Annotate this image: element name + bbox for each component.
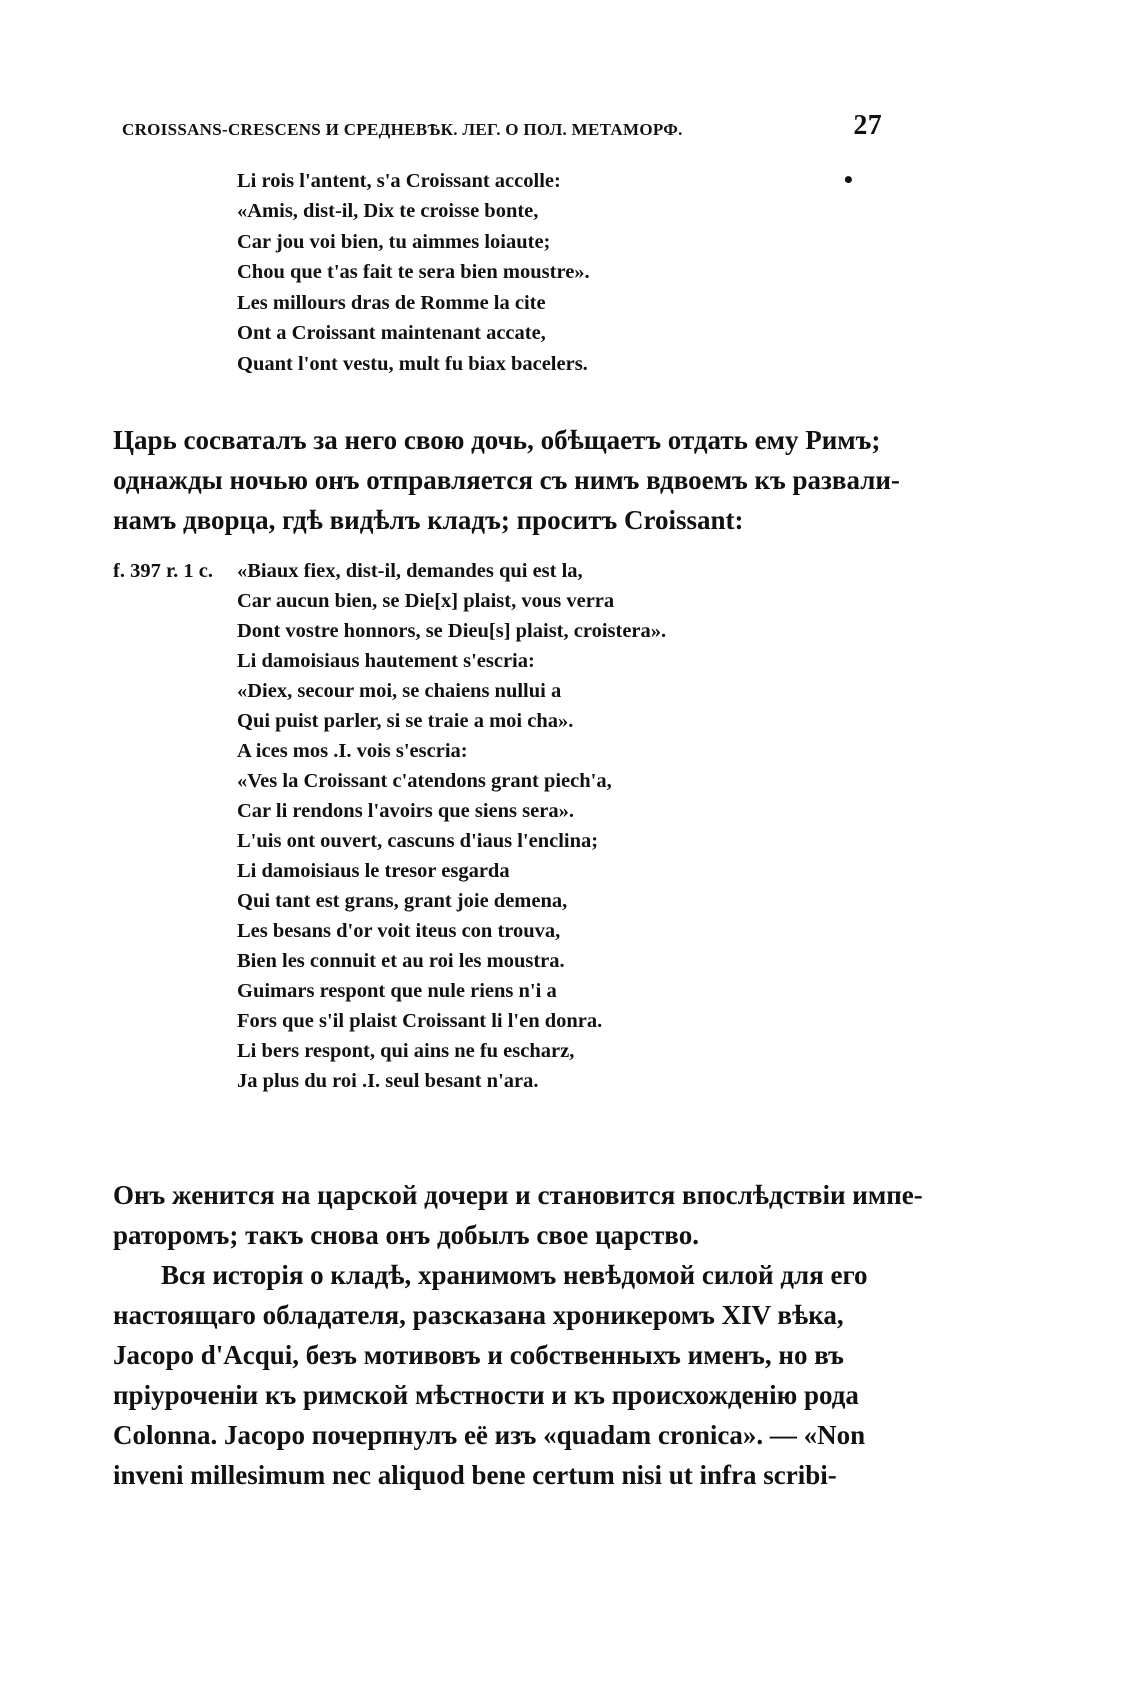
prose-line: однажды ночью онъ отправляется съ нимъ вдвоемъ къ развали-: [113, 465, 900, 495]
prose-line: настоящаго обладателя, разсказана хроникеромъ XIV вѣка,: [113, 1300, 844, 1330]
running-header: [122, 110, 882, 144]
stray-mark: •: [842, 168, 855, 192]
prose-line: Colonna. Jacopo почерпнулъ её изъ «quadam cronica». — «Non: [113, 1420, 866, 1450]
folio-reference: f. 397 r. 1 c.: [113, 560, 214, 582]
prose-line: Вся исторія о кладѣ, хранимомъ невѣдомой силой для его: [161, 1260, 868, 1290]
verse-line: Fors que s'il plaist Croissant li l'en donra.: [237, 1010, 603, 1032]
verse-line: Guimars respont que nule riens n'i a: [237, 980, 557, 1002]
verse-line: Les millours dras de Romme la cite: [237, 292, 546, 314]
page-number: 27: [853, 110, 882, 141]
prose-line: Царь сосваталъ за него свою дочь, обѣщаетъ отдать ему Римъ;: [113, 425, 881, 455]
verse-line: Car li rendons l'avoirs que siens sera».: [237, 800, 574, 822]
verse-line: A ices mos .I. vois s'escria:: [237, 740, 468, 762]
verse-line: Qui puist parler, si se traie a moi cha».: [237, 710, 574, 732]
prose-line: раторомъ; такъ снова онъ добылъ свое царство.: [113, 1220, 699, 1250]
prose-line: пріуроченіи къ римской мѣстности и къ происхожденію рода: [113, 1380, 859, 1410]
verse-line: Bien les connuit et au roi les moustra.: [237, 950, 565, 972]
verse-line: «Amis, dist-il, Dix te croisse bonte,: [237, 200, 539, 222]
prose-line: Онъ женится на царской дочери и становится впослѣдствіи импе-: [113, 1180, 923, 1210]
verse-line: Ont a Croissant maintenant accate,: [237, 322, 546, 344]
running-title: CROISSANS-CRESCENS И СРЕДНЕВѢК. ЛЕГ. О ПОЛ. МЕТАМОРФ.: [122, 120, 683, 139]
verse-line: Li damoisiaus hautement s'escria:: [237, 650, 535, 672]
verse-line: Ja plus du roi .I. seul besant n'ara.: [237, 1070, 539, 1092]
verse-line: Chou que t'as fait te sera bien moustre».: [237, 261, 590, 283]
verse-line: «Diex, secour moi, se chaiens nullui a: [237, 680, 562, 702]
verse-line: Car jou voi bien, tu aimmes loiaute;: [237, 231, 551, 253]
verse-line: Li rois l'antent, s'a Croissant accolle:: [237, 170, 561, 192]
verse-line: Car aucun bien, se Die[x] plaist, vous verra: [237, 590, 615, 612]
prose-line: намъ дворца, гдѣ видѣлъ кладъ; проситъ Croissant:: [113, 505, 744, 535]
verse-line: Quant l'ont vestu, mult fu biax bacelers.: [237, 353, 588, 375]
verse-line: Li bers respont, qui ains ne fu escharz,: [237, 1040, 575, 1062]
verse-line: Les besans d'or voit iteus con trouva,: [237, 920, 561, 942]
verse-line: «Ves la Croissant c'atendons grant piech'a,: [237, 770, 612, 792]
verse-line: «Biaux fiex, dist-il, demandes qui est la,: [237, 560, 583, 582]
prose-line: inveni millesimum nec aliquod bene certum nisi ut infra scribi-: [113, 1460, 837, 1490]
verse-line: Li damoisiaus le tresor esgarda: [237, 860, 510, 882]
verse-line: L'uis ont ouvert, cascuns d'iaus l'enclina;: [237, 830, 599, 852]
prose-line: Jacopo d'Acqui, безъ мотивовъ и собственныхъ именъ, но въ: [113, 1340, 844, 1370]
verse-line: Qui tant est grans, grant joie demena,: [237, 890, 568, 912]
verse-line: Dont vostre honnors, se Dieu[s] plaist, croistera».: [237, 620, 667, 642]
